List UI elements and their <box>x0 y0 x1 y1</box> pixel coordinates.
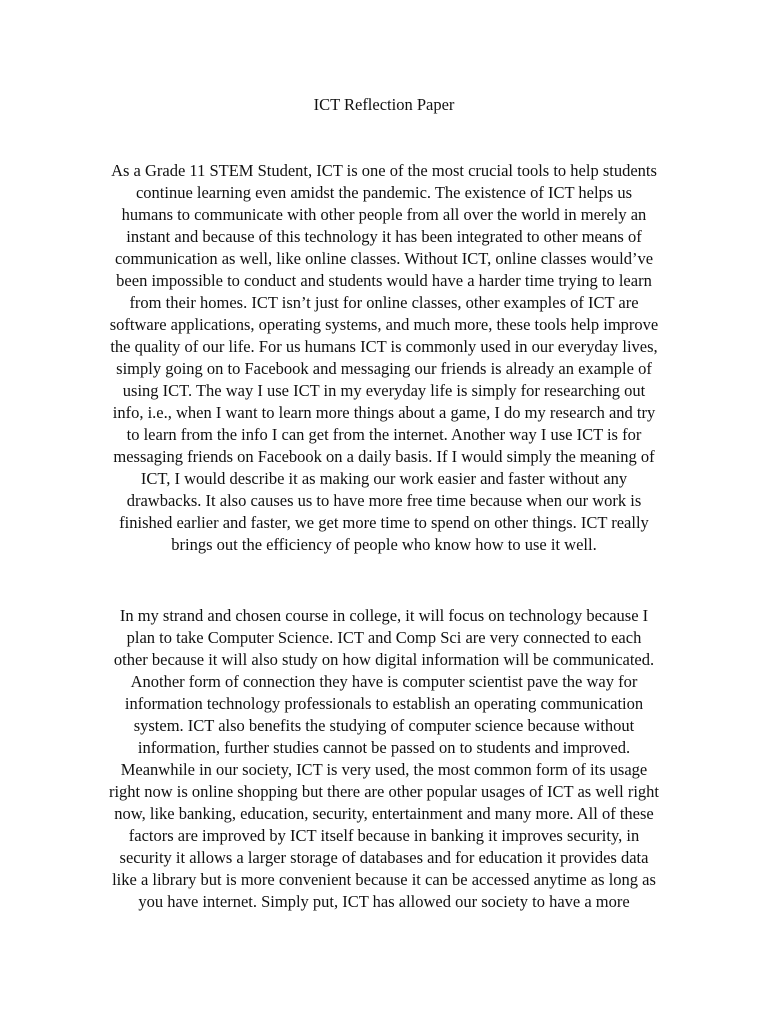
text-line: drawbacks. It also causes us to have more free time because when our work is <box>126 491 642 510</box>
text-line: using ICT. The way I use ICT in my everyday life is simply for researching out <box>122 381 646 400</box>
text-line: brings out the efficiency of people who know how to use it well. <box>171 535 597 554</box>
document-title: ICT Reflection Paper <box>313 95 455 114</box>
text-line: been impossible to conduct and students would have a harder time trying to learn <box>116 271 652 290</box>
text-line: continue learning even amidst the pandemic. The existence of ICT helps us <box>135 183 633 202</box>
text-line: info, i.e., when I want to learn more things about a game, I do my research and try <box>112 403 656 422</box>
text-line: to learn from the info I can get from the internet. Another way I use ICT is for <box>126 425 642 444</box>
text-line: simply going on to Facebook and messaging our friends is already an example of <box>116 359 652 378</box>
text-line: software applications, operating systems, and much more, these tools help improve <box>109 315 659 334</box>
text-line: In my strand and chosen course in college, it will focus on technology because I <box>119 606 649 625</box>
paragraph-2 <box>84 605 684 913</box>
text-line: information, further studies cannot be passed on to students and improved. <box>137 738 631 757</box>
text-line: As a Grade 11 STEM Student, ICT is one of the most crucial tools to help students <box>111 161 657 180</box>
text-line: factors are improved by ICT itself because in banking it improves security, in <box>128 826 640 845</box>
text-line: messaging friends on Facebook on a daily basis. If I would simply the meaning of <box>113 447 655 466</box>
text-line: you have internet. Simply put, ICT has allowed our society to have a more <box>138 892 630 911</box>
text-line: from their homes. ICT isn’t just for online classes, other examples of ICT are <box>129 293 639 312</box>
text-line: system. ICT also benefits the studying of computer science because without <box>133 716 635 735</box>
text-line: ICT, I would describe it as making our work easier and faster without any <box>140 469 628 488</box>
text-line: Another form of connection they have is computer scientist pave the way for <box>130 672 638 691</box>
text-line: Meanwhile in our society, ICT is very used, the most common form of its usage <box>120 760 648 779</box>
text-line: right now is online shopping but there are other popular usages of ICT as well right <box>108 782 660 801</box>
paragraph-1 <box>84 160 684 556</box>
text-line: like a library but is more convenient because it can be accessed anytime as long as <box>112 870 656 889</box>
text-line: information technology professionals to establish an operating communication <box>124 694 644 713</box>
text-line: communication as well, like online classes. Without ICT, online classes would’ve <box>114 249 654 268</box>
text-line: plan to take Computer Science. ICT and Comp Sci are very connected to each <box>126 628 642 647</box>
text-line: finished earlier and faster, we get more time to spend on other things. ICT really <box>119 513 649 532</box>
text-line: the quality of our life. For us humans ICT is commonly used in our everyday lives, <box>110 337 658 356</box>
text-line: other because it will also study on how digital information will be communicated. <box>113 650 655 669</box>
text-line: instant and because of this technology it has been integrated to other means of <box>126 227 642 246</box>
text-line: now, like banking, education, security, entertainment and many more. All of these <box>114 804 654 823</box>
text-line: security it allows a larger storage of databases and for education it provides data <box>119 848 649 867</box>
text-line: humans to communicate with other people from all over the world in merely an <box>121 205 647 224</box>
